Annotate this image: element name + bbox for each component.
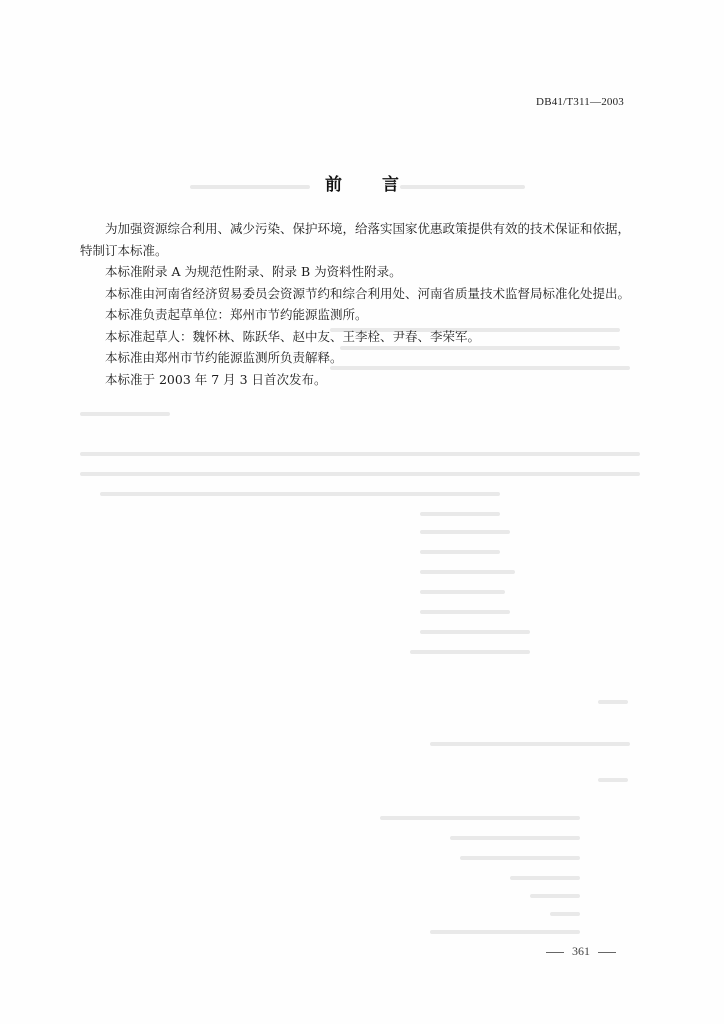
paragraph: 本标准由郑州市节约能源监测所负责解释。 [105, 350, 343, 365]
bleed-through-mark [420, 530, 510, 534]
bleed-through-mark [420, 590, 505, 594]
page-title [0, 170, 724, 195]
bleed-through-mark [530, 894, 580, 898]
bleed-through-mark [420, 512, 500, 516]
standard-code: DB41/T311—2003 [536, 96, 624, 108]
paragraph: 为加强资源综合利用、减少污染、保护环境，给落实国家优惠政策提供有效的技术保证和依据，特制订本标准。 [80, 221, 631, 258]
bleed-through-mark [430, 930, 580, 934]
bleed-through-mark [80, 452, 640, 456]
bleed-through-mark [510, 876, 580, 880]
page-number-value: 361 [572, 944, 590, 958]
paragraph: 本标准于 2003 年 7 月 3 日首次发布。 [105, 371, 327, 387]
bleed-through-mark [430, 742, 630, 746]
bleed-through-mark [80, 412, 170, 416]
bleed-through-mark [460, 856, 580, 860]
paragraph: 本标准附录 A 为规范性附录、附录 B 为资料性附录。 [105, 264, 402, 279]
bleed-through-mark [420, 610, 510, 614]
bleed-through-mark [80, 472, 640, 476]
bleed-through-mark [100, 492, 500, 496]
paragraph: 本标准起草人：魏怀林、陈跃华、赵中友、王李栓、尹春、李荣军。 [105, 328, 481, 344]
paragraph: 本标准负责起草单位：郑州市节约能源监测所。 [105, 307, 368, 322]
bleed-through-mark [420, 570, 515, 574]
paragraph: 本标准由河南省经济贸易委员会资源节约和综合利用处、河南省质量技术监督局标准化处提出。 [105, 285, 631, 301]
bleed-through-mark [420, 630, 530, 634]
bleed-through-mark [380, 816, 580, 820]
bleed-through-mark [450, 836, 580, 840]
dash-left [546, 952, 564, 953]
foreword-body [80, 218, 640, 390]
bleed-through-mark [598, 700, 628, 704]
title-char-left: 前 [325, 175, 342, 195]
dash-right [598, 952, 616, 953]
page-number [538, 944, 624, 959]
bleed-through-mark [410, 650, 530, 654]
bleed-through-mark [550, 912, 580, 916]
bleed-through-mark [420, 550, 500, 554]
title-char-right: 言 [382, 175, 399, 195]
bleed-through-mark [598, 778, 628, 782]
